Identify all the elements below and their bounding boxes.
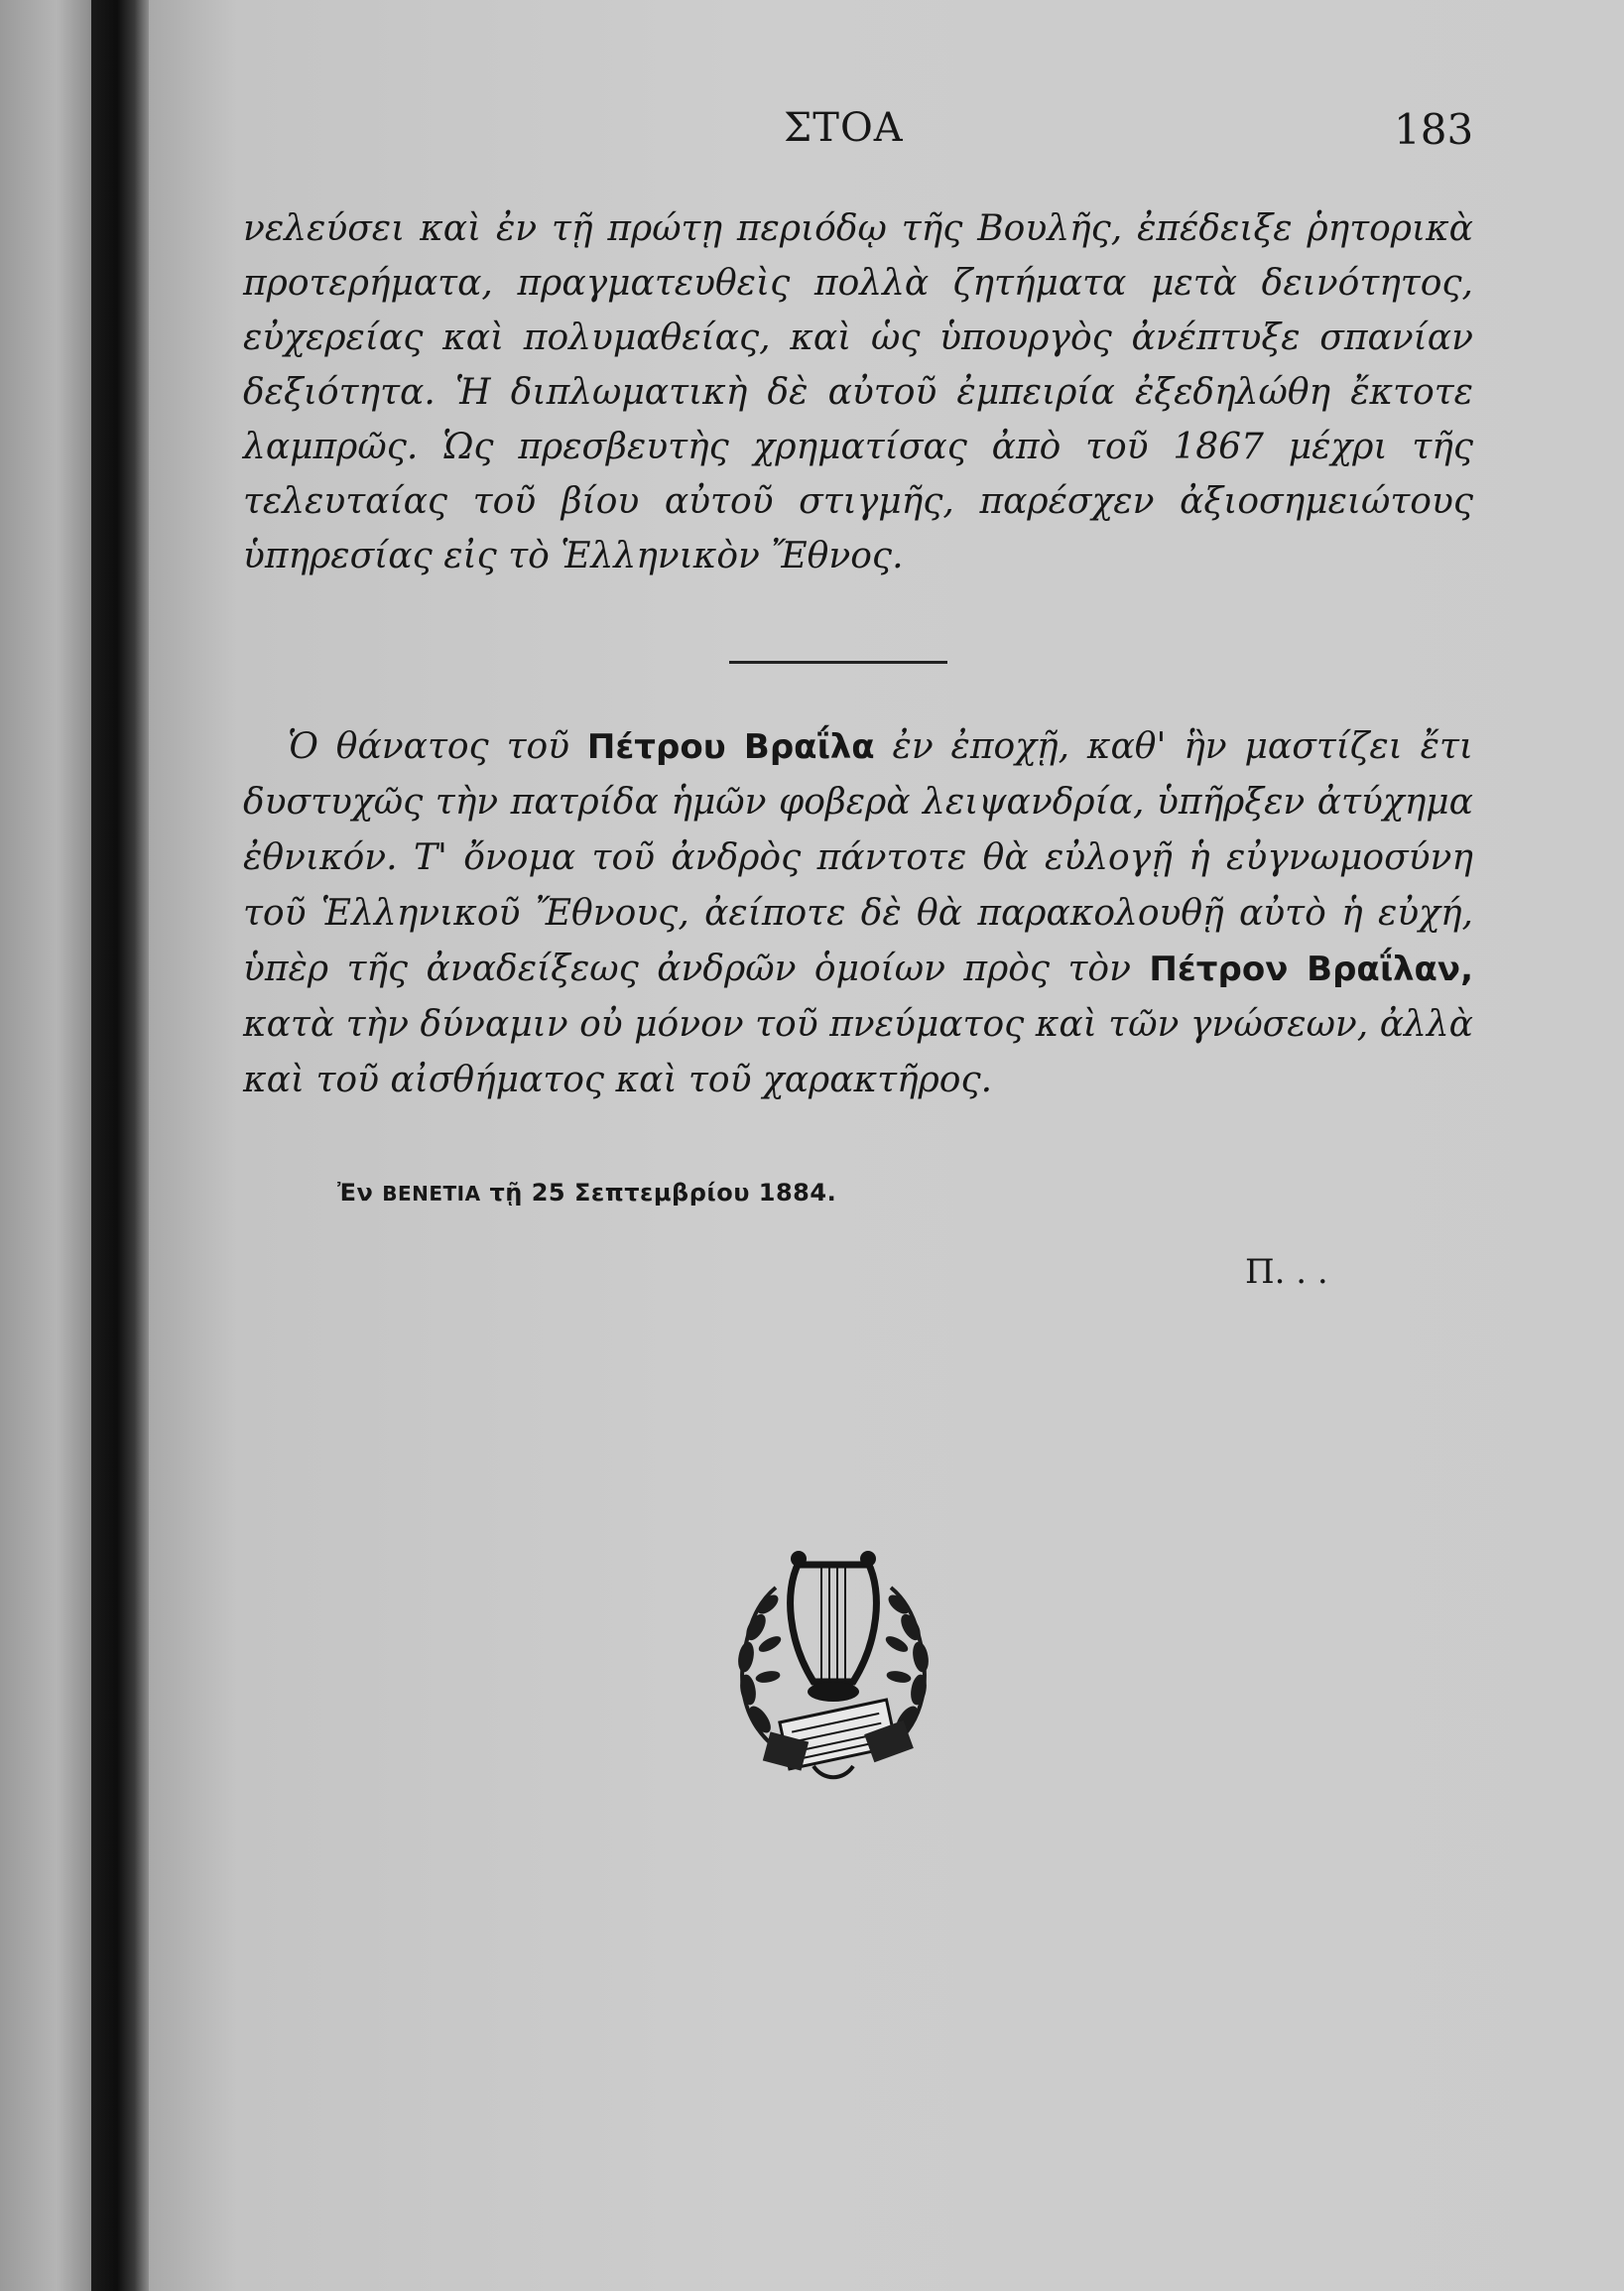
place-name: ΒΕΝΕΤΙΑ: [382, 1182, 481, 1206]
paragraph-2: [243, 719, 1473, 1108]
person-name-bold: Πέτρου Βραΐλα: [586, 727, 875, 767]
adjacent-page-edge: [0, 0, 94, 2291]
date-text: τῇ 25 Σεπτεμβρίου 1884.: [489, 1179, 837, 1207]
paragraph-1: νελεύσει καὶ ἐν τῇ πρώτῃ περιόδῳ τῆς Βουλῆς, ἐπέδειξε ῥητορικὰ προτερήματα, πραγματευθεὶς πολλὰ ζητήματα μετὰ δεινότητος, εὐχερείας καὶ πολυμαθείας, καὶ ὡς ὑπουργὸς ἀνέπτυξε σπανίαν δεξιότητα. Ἡ διπλωματικὴ δὲ αὐτοῦ ἐμπειρία ἐξεδηλώθη ἔκτοτε λαμπρῶς. Ὡς πρεσβευτὴς χρηματίσας ἀπὸ τοῦ 1867 μέχρι τῆς τελευταίας τοῦ βίου αὐτοῦ στιγμῆς, παρέσχεν ἀξιοσημειώτους ὑπηρεσίας εἰς τὸ Ἑλληνικὸν Ἔθνος.: [243, 208, 1473, 576]
running-head: ΣΤΟΑ: [784, 105, 904, 151]
person-name-bold-accusative: Πέτρον Βραΐλαν,: [1149, 950, 1473, 989]
lyre-wreath-vignette-icon: [704, 1533, 962, 1791]
paragraph-2-text-a: Ὁ θάνατος τοῦ: [288, 726, 570, 767]
paragraph-2-text-b: ἐν ἐποχῇ, καθ' ἣν μαστίζει ἔτι δυστυχῶς τὴν πατρίδα ἡμῶν φοβερὰ λειψανδρία, ὑπῆρξεν ἀτύχημα ἐθνικόν. Τ' ὄνομα τοῦ ἀνδρὸς πάντοτε θὰ εὐλογῇ ἡ εὐγνωμοσύνη τοῦ Ἑλληνικοῦ Ἔθνους, ἀείποτε δὲ θὰ παρακολουθῇ αὐτὸ ἡ εὐχή, ὑπὲρ τῆς ἀναδείξεως ἀνδρῶν ὁμοίων πρὸς τὸν: [243, 726, 1473, 989]
book-gutter: [91, 0, 149, 2291]
paragraph-2-text-c: κατὰ τὴν δύναμιν οὐ μόνον τοῦ πνεύματος καὶ τῶν γνώσεων, ἀλλὰ καὶ τοῦ αἰσθήματος καὶ τοῦ χαρακτῆρος.: [243, 1004, 1473, 1100]
section-divider: [729, 661, 947, 664]
place-date-line: [337, 1179, 836, 1207]
place-prefix: Ἐν: [337, 1179, 374, 1207]
page-number: 183: [1394, 105, 1474, 154]
author-initials: Π. . .: [1245, 1252, 1328, 1292]
